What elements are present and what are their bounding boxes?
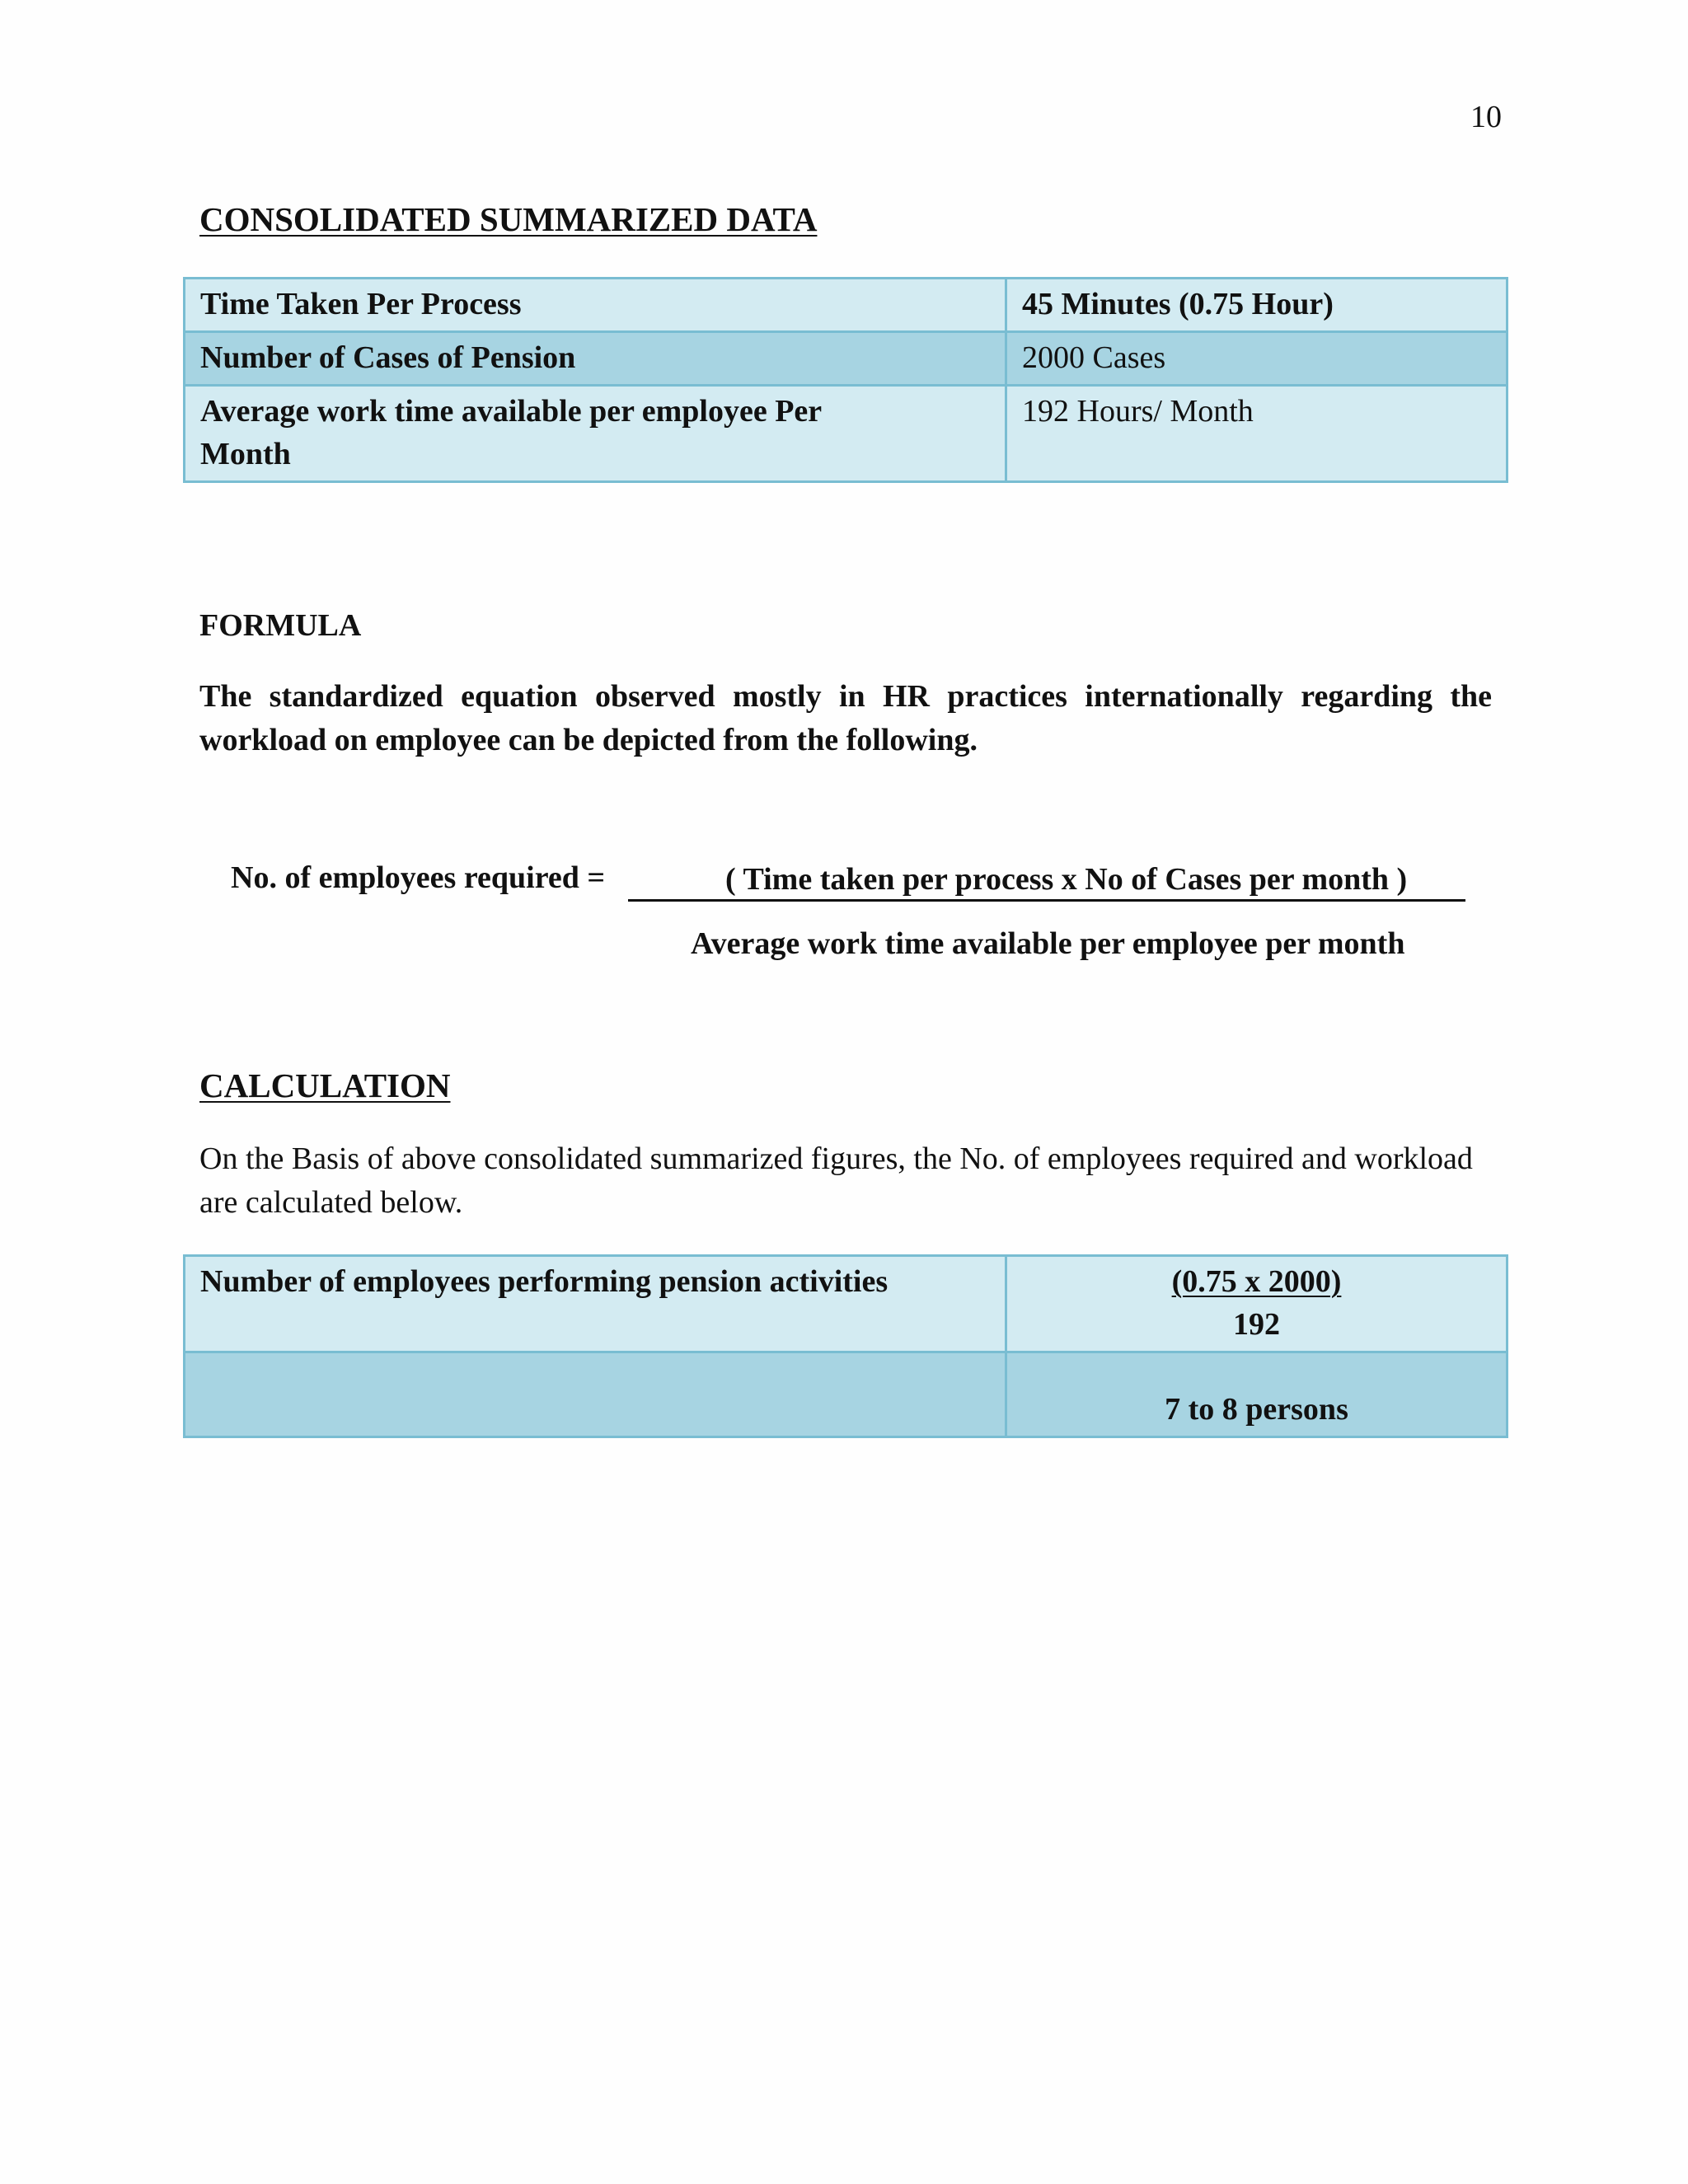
result-label — [185, 1352, 1006, 1437]
employees-performing-label: Number of employees performing pension activities — [185, 1256, 1006, 1352]
calculation-intro: On the Basis of above consolidated summarized figures, the No. of employees required and workload are calculated below. — [199, 1141, 1473, 1220]
cases-of-pension-label: Number of Cases of Pension — [185, 332, 1006, 386]
table-row — [185, 1256, 1507, 1352]
equation-denominator: Average work time available per employee per month — [691, 926, 1405, 961]
calculation-numerator: (0.75 x 2000) — [1171, 1264, 1342, 1299]
result-value: 7 to 8 persons — [1006, 1352, 1507, 1437]
calculation-fraction — [1006, 1256, 1507, 1352]
table-row — [185, 332, 1507, 386]
cases-of-pension-value: 2000 Cases — [1006, 332, 1507, 386]
calculation-table — [183, 1254, 1508, 1438]
table-row — [185, 1352, 1507, 1437]
summary-table — [183, 277, 1508, 483]
formula-description: The standardized equation observed mostly in HR practices internationally regarding the workload on employee can be depicted from the following. — [199, 679, 1492, 757]
avg-work-time-value: 192 Hours/ Month — [1006, 386, 1507, 482]
table-row — [185, 386, 1507, 482]
avg-work-time-label: Average work time available per employee Per Month — [185, 386, 1006, 482]
consolidated-heading: CONSOLIDATED SUMMARIZED DATA — [199, 200, 818, 238]
page-number: 10 — [1470, 100, 1502, 134]
table-row — [185, 279, 1507, 332]
equation-lhs: No. of employees required = — [231, 860, 606, 895]
calculation-heading: CALCULATION — [199, 1066, 451, 1104]
time-per-process-value: 45 Minutes (0.75 Hour) — [1006, 279, 1507, 332]
time-per-process-label: Time Taken Per Process — [185, 279, 1006, 332]
calculation-denominator: 192 — [1233, 1307, 1280, 1342]
equation-numerator: ( Time taken per process x No of Cases per month ) — [628, 860, 1465, 902]
formula-heading: FORMULA — [199, 608, 362, 643]
